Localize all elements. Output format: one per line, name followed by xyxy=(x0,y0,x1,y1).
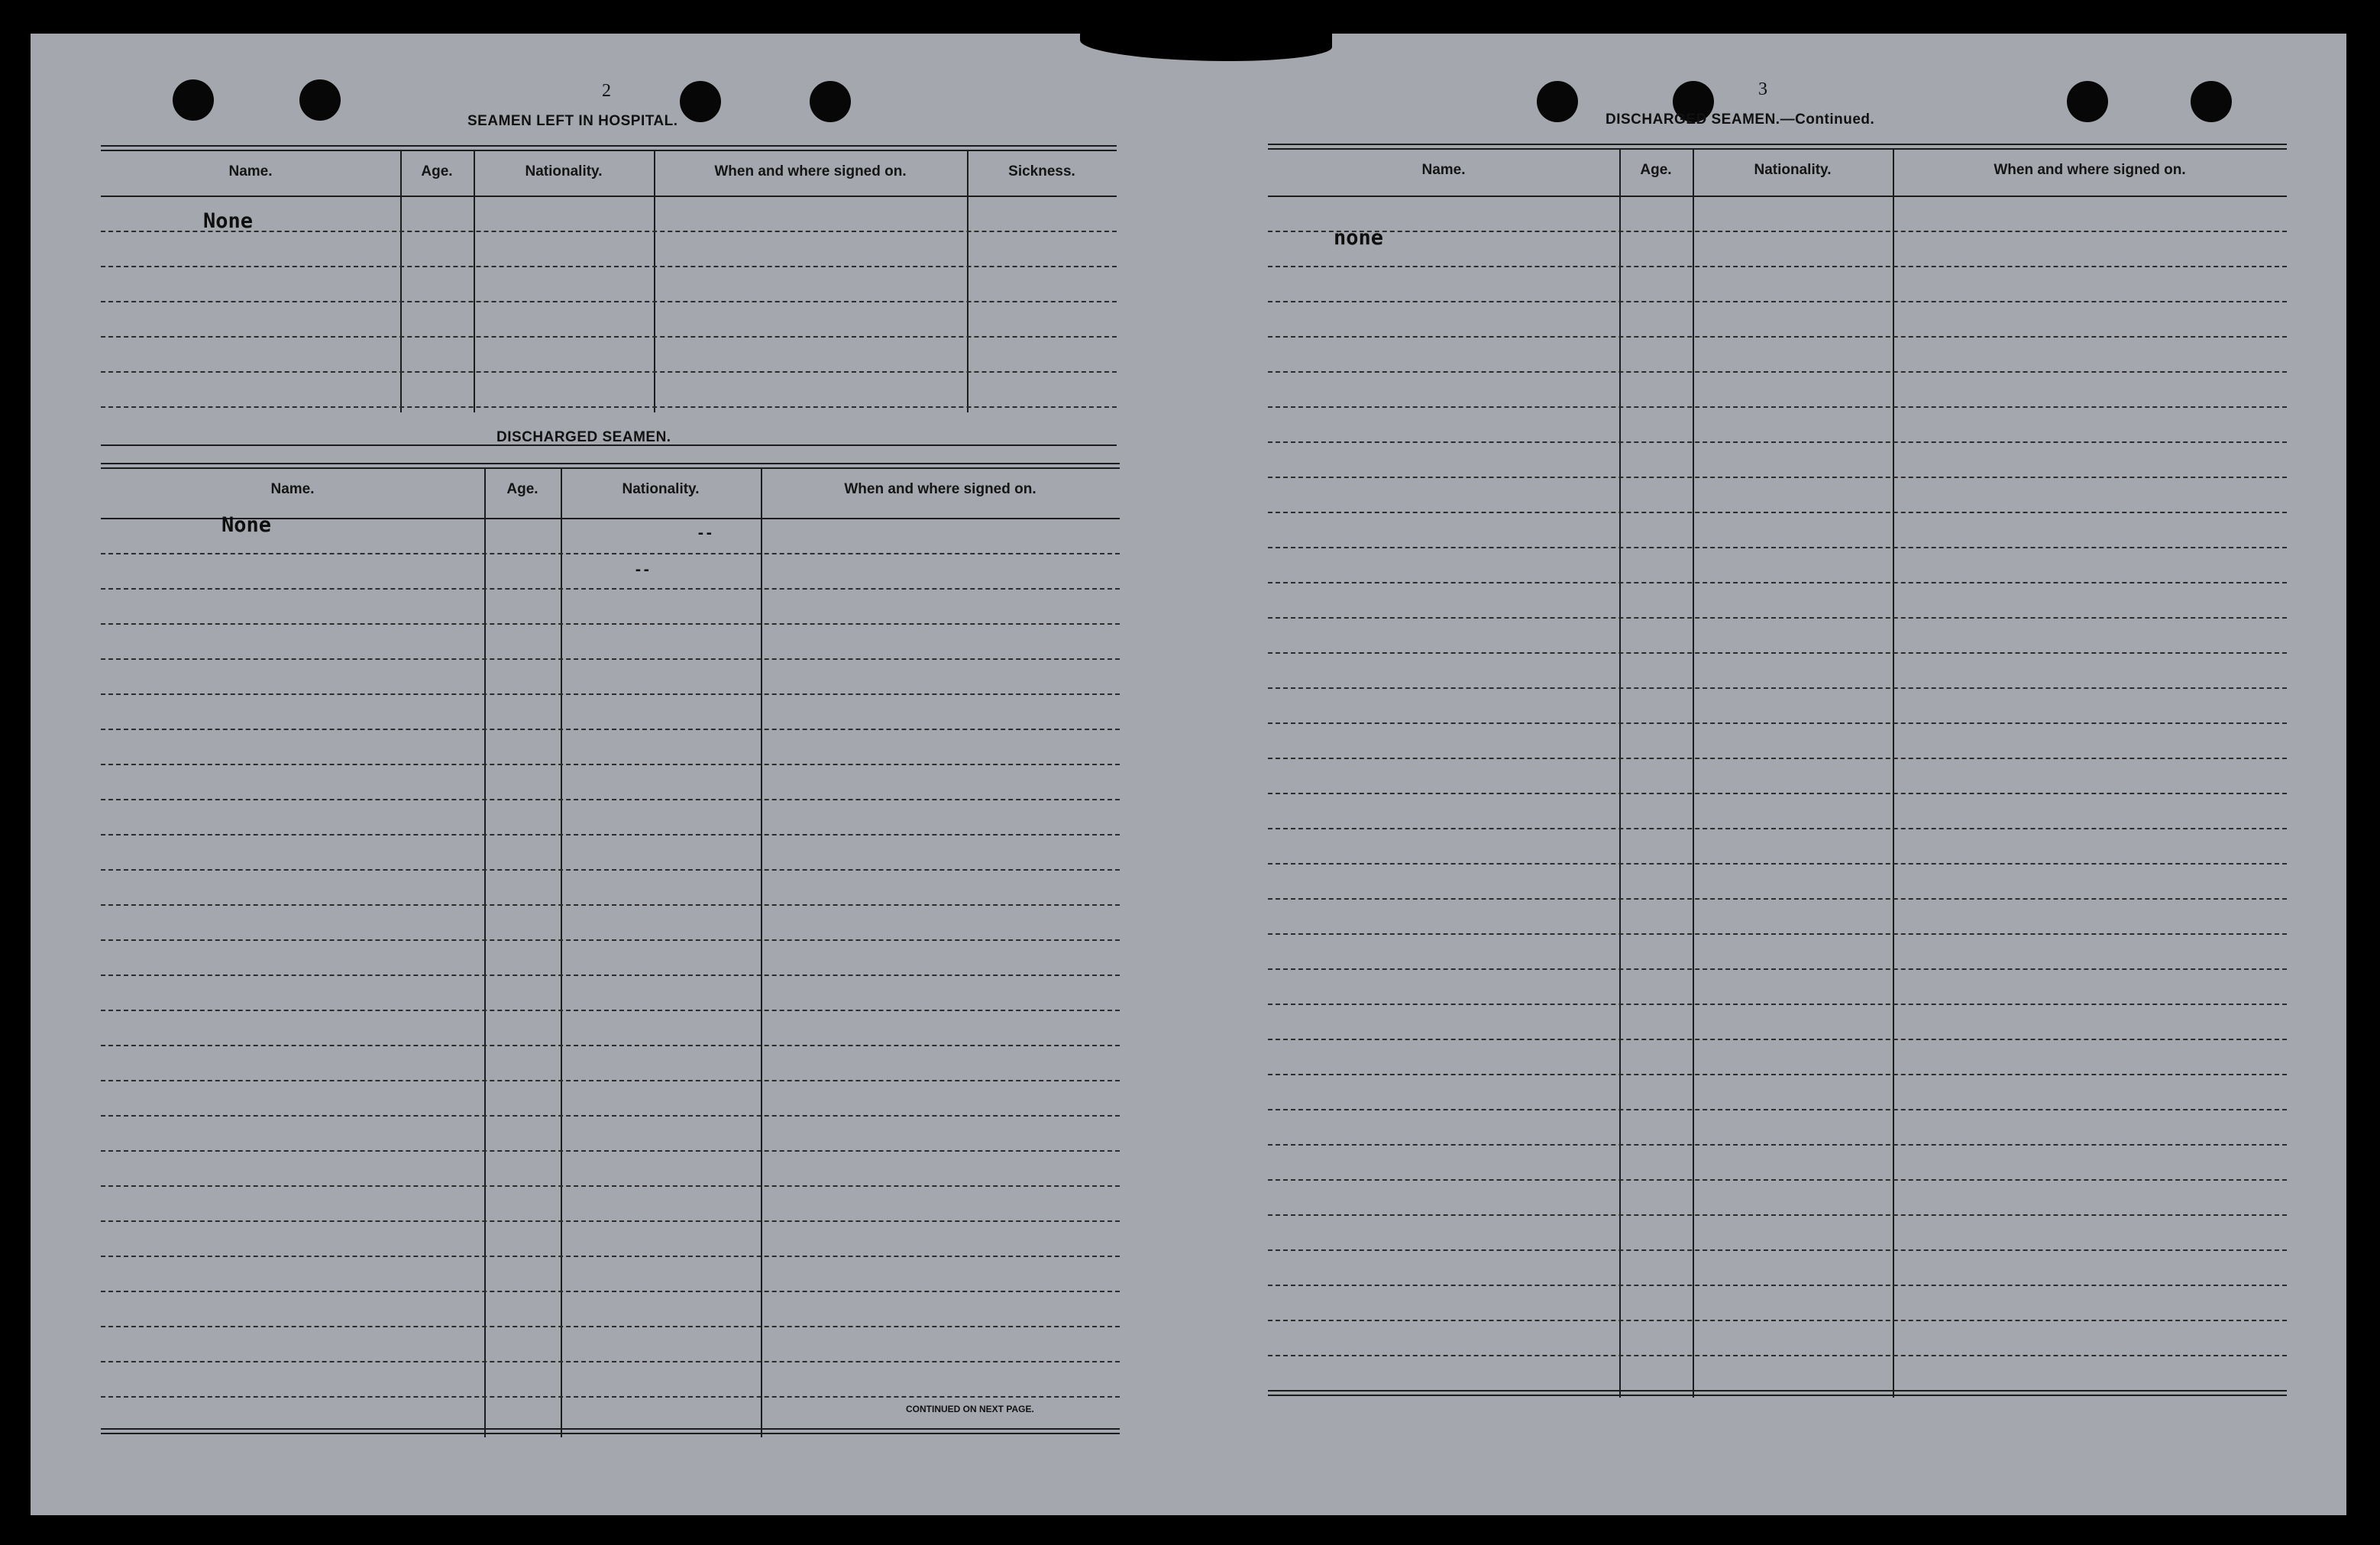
continued-footnote: CONTINUED ON NEXT PAGE. xyxy=(906,1404,1034,1414)
continued-col-signed-on: When and where signed on. xyxy=(1994,162,2186,178)
hospital-section-title: SEAMEN LEFT IN HOSPITAL. xyxy=(467,113,678,129)
hospital-col-nationality: Nationality. xyxy=(525,163,603,179)
hospital-table xyxy=(101,145,1117,452)
punch-hole xyxy=(299,79,341,121)
page-number-right: 3 xyxy=(1758,79,1767,99)
discharged-col-signed-on: When and where signed on. xyxy=(844,481,1036,497)
continued-entry-name: none xyxy=(1334,226,1384,250)
discharged-continued-title: DISCHARGED SEAMEN.—Continued. xyxy=(1606,112,1875,128)
hospital-col-age: Age. xyxy=(421,163,453,179)
nationality-mark: -- xyxy=(634,562,651,578)
discharged-table xyxy=(101,463,1120,1442)
ledger-sheet xyxy=(31,34,2346,1515)
nationality-mark: -- xyxy=(697,525,713,541)
punch-hole xyxy=(2191,81,2232,122)
discharged-section-title: DISCHARGED SEAMEN. xyxy=(496,429,671,445)
punch-hole xyxy=(680,81,721,122)
hospital-col-sickness: Sickness. xyxy=(1008,163,1075,179)
punch-hole xyxy=(2067,81,2108,122)
hospital-col-name: Name. xyxy=(228,163,273,179)
discharged-continued-table xyxy=(1268,144,2287,1434)
discharged-col-age: Age. xyxy=(506,481,538,497)
page-number-left: 2 xyxy=(602,81,611,101)
torn-edge xyxy=(1080,26,1332,61)
continued-col-nationality: Nationality. xyxy=(1754,162,1832,178)
punch-hole xyxy=(810,81,851,122)
discharged-entry-name: None xyxy=(222,513,272,537)
continued-col-age: Age. xyxy=(1640,162,1672,178)
punch-hole xyxy=(1537,81,1578,122)
punch-hole xyxy=(173,79,214,121)
hospital-entry-name: None xyxy=(203,209,254,233)
discharged-col-nationality: Nationality. xyxy=(622,481,700,497)
hospital-col-signed-on: When and where signed on. xyxy=(714,163,907,179)
discharged-col-name: Name. xyxy=(270,481,315,497)
continued-col-name: Name. xyxy=(1421,162,1466,178)
